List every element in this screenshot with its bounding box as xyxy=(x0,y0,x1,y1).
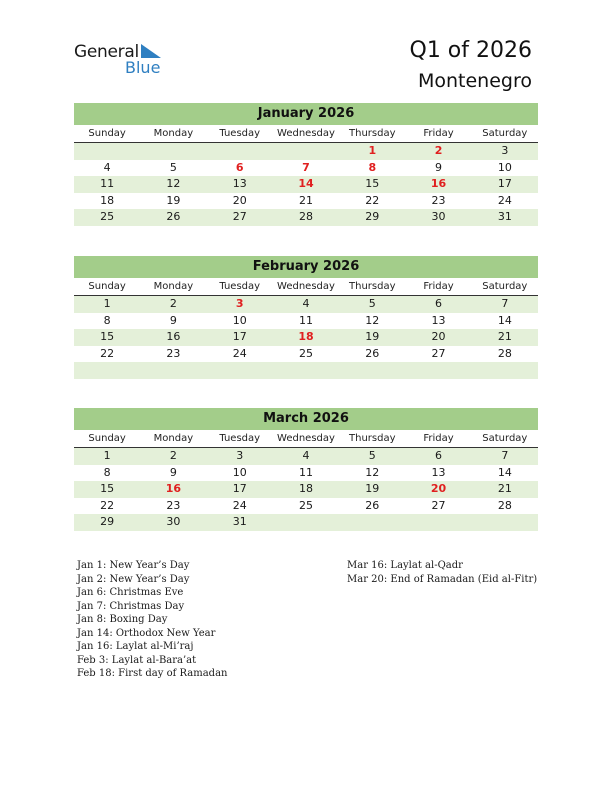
day-cell: 21 xyxy=(497,482,512,495)
day-cell xyxy=(405,514,471,531)
weekday-label: Thursday xyxy=(349,281,396,292)
day-cell: 12 xyxy=(365,313,380,327)
day-cell: 1 xyxy=(368,144,377,157)
day-cell: 7 xyxy=(501,449,509,462)
day-cell: 14 xyxy=(497,465,512,479)
day-cell: 3 xyxy=(236,449,244,462)
holiday-note: Feb 3: Laylat al-Bara’at xyxy=(77,654,197,666)
holiday-note: Jan 6: Christmas Eve xyxy=(77,587,184,598)
weekday-header-row xyxy=(74,278,538,296)
weekday-header-row xyxy=(74,125,538,143)
day-cell: 1 xyxy=(103,449,111,462)
weekday-label: Sunday xyxy=(88,128,126,139)
day-cell xyxy=(140,143,206,160)
weekday-label: Sunday xyxy=(88,281,126,292)
day-cell: 18 xyxy=(298,482,313,495)
logo-blue-text: Blue xyxy=(125,58,161,77)
day-cell: 16 xyxy=(430,177,447,190)
week-row xyxy=(74,193,538,210)
day-cell: 18 xyxy=(100,193,115,207)
weekday-label: Thursday xyxy=(349,433,396,444)
day-cell xyxy=(273,143,339,160)
day-cell: 19 xyxy=(365,330,380,343)
day-cell: 22 xyxy=(100,498,115,512)
holiday-note: Jan 14: Orthodox New Year xyxy=(77,627,216,639)
day-cell: 28 xyxy=(497,346,512,360)
day-cell: 27 xyxy=(232,210,247,223)
day-cell: 1 xyxy=(103,297,111,310)
day-cell: 7 xyxy=(302,160,310,174)
day-cell: 27 xyxy=(431,498,446,512)
weekday-label: Saturday xyxy=(482,433,528,444)
week-row xyxy=(74,346,538,363)
day-cell xyxy=(472,362,538,379)
day-cell: 16 xyxy=(166,330,181,343)
day-cell: 31 xyxy=(497,210,512,223)
day-cell: 2 xyxy=(434,144,443,157)
day-cell: 11 xyxy=(298,465,313,479)
week-row xyxy=(74,448,538,465)
day-cell xyxy=(207,362,273,379)
day-cell: 3 xyxy=(501,144,509,157)
day-cell: 20 xyxy=(430,482,447,495)
weekday-label: Monday xyxy=(153,128,194,139)
holiday-note: Jan 1: New Year’s Day xyxy=(77,560,190,571)
page-title: Q1 of 2026 xyxy=(409,38,532,63)
day-cell: 9 xyxy=(435,160,443,174)
week-row xyxy=(74,465,538,482)
day-cell: 8 xyxy=(103,465,111,479)
day-cell: 12 xyxy=(365,465,380,479)
weekday-label: Friday xyxy=(423,128,454,139)
day-cell xyxy=(140,362,206,379)
day-cell xyxy=(273,362,339,379)
day-cell: 19 xyxy=(166,193,181,207)
day-cell: 25 xyxy=(298,346,313,360)
day-cell: 26 xyxy=(365,498,380,512)
month-header: January 2026 xyxy=(74,103,538,125)
weekday-label: Tuesday xyxy=(219,128,261,139)
day-cell: 8 xyxy=(368,160,377,174)
day-cell: 28 xyxy=(497,498,512,512)
week-row xyxy=(74,176,538,193)
day-cell: 9 xyxy=(169,313,177,327)
holiday-note: Jan 2: New Year’s Day xyxy=(77,573,190,585)
week-row xyxy=(74,498,538,515)
month-header: March 2026 xyxy=(74,408,538,430)
day-cell: 5 xyxy=(169,160,177,174)
week-row xyxy=(74,329,538,346)
day-cell: 25 xyxy=(100,210,115,223)
day-cell xyxy=(74,143,140,160)
holiday-note: Jan 8: Boxing Day xyxy=(77,614,168,625)
day-cell: 17 xyxy=(497,177,512,190)
holiday-note: Feb 18: First day of Ramadan xyxy=(77,668,228,679)
day-cell: 16 xyxy=(165,482,182,495)
week-row xyxy=(74,160,538,177)
day-cell: 17 xyxy=(232,330,247,343)
day-cell: 5 xyxy=(368,449,376,462)
day-cell: 6 xyxy=(435,297,443,310)
day-cell: 6 xyxy=(235,160,244,174)
week-row xyxy=(74,313,538,330)
month-february xyxy=(74,256,538,379)
day-cell: 22 xyxy=(100,346,115,360)
week-row xyxy=(74,481,538,498)
day-cell: 22 xyxy=(365,193,380,207)
day-cell: 26 xyxy=(166,210,181,223)
day-cell: 14 xyxy=(497,313,512,327)
day-cell: 21 xyxy=(497,330,512,343)
day-cell: 28 xyxy=(298,210,313,223)
day-cell: 11 xyxy=(100,177,115,190)
weekday-label: Sunday xyxy=(88,433,126,444)
holiday-note: Mar 16: Laylat al-Qadr xyxy=(347,560,463,571)
day-cell: 23 xyxy=(166,498,181,512)
day-cell: 10 xyxy=(232,313,247,327)
day-cell: 20 xyxy=(431,330,446,343)
day-cell xyxy=(207,143,273,160)
day-cell: 29 xyxy=(100,515,115,528)
weekday-label: Saturday xyxy=(482,281,528,292)
weekday-label: Wednesday xyxy=(277,281,335,292)
day-cell xyxy=(74,362,140,379)
week-row xyxy=(74,143,538,160)
day-cell: 27 xyxy=(431,346,446,360)
weekday-label: Wednesday xyxy=(277,128,335,139)
day-cell: 13 xyxy=(431,465,446,479)
day-cell: 9 xyxy=(169,465,177,479)
day-cell: 11 xyxy=(298,313,313,327)
month-january xyxy=(74,103,538,226)
week-row xyxy=(74,209,538,226)
day-cell: 6 xyxy=(435,449,443,462)
day-cell: 4 xyxy=(103,160,111,174)
weekday-header-row xyxy=(74,430,538,448)
day-cell: 14 xyxy=(298,177,314,190)
weekday-label: Thursday xyxy=(349,128,396,139)
day-cell: 7 xyxy=(501,297,509,310)
weekday-label: Tuesday xyxy=(219,433,261,444)
day-cell: 26 xyxy=(365,346,380,360)
week-row xyxy=(74,362,538,379)
weekday-label: Tuesday xyxy=(219,281,261,292)
weekday-label: Monday xyxy=(153,433,194,444)
day-cell: 18 xyxy=(298,330,314,343)
day-cell: 13 xyxy=(431,313,446,327)
day-cell: 24 xyxy=(497,193,512,207)
weekday-label: Friday xyxy=(423,433,454,444)
day-cell: 4 xyxy=(302,449,310,462)
day-cell: 8 xyxy=(103,313,111,327)
holiday-list-right xyxy=(347,559,537,586)
day-cell xyxy=(405,362,471,379)
day-cell: 24 xyxy=(232,498,247,512)
day-cell: 20 xyxy=(232,193,247,207)
logo xyxy=(74,42,174,78)
weekday-label: Monday xyxy=(153,281,194,292)
day-cell: 13 xyxy=(232,177,247,190)
day-cell: 12 xyxy=(166,177,181,190)
day-cell: 17 xyxy=(232,482,247,495)
week-row xyxy=(74,514,538,531)
day-cell: 23 xyxy=(431,193,446,207)
day-cell: 2 xyxy=(169,449,177,462)
day-cell: 21 xyxy=(298,193,313,207)
logo-general-text: General xyxy=(74,42,139,62)
holiday-note: Jan 16: Laylat al-Mi’raj xyxy=(77,641,194,652)
day-cell: 19 xyxy=(365,482,380,495)
day-cell xyxy=(273,514,339,531)
day-cell: 15 xyxy=(100,330,115,343)
month-march xyxy=(74,408,538,531)
day-cell: 15 xyxy=(100,482,115,495)
week-row xyxy=(74,296,538,313)
day-cell: 29 xyxy=(365,210,380,223)
weekday-label: Friday xyxy=(423,281,454,292)
country-name: Montenegro xyxy=(417,70,532,92)
day-cell: 2 xyxy=(169,297,177,310)
weekday-label: Wednesday xyxy=(277,433,335,444)
day-cell: 23 xyxy=(166,346,181,360)
day-cell: 10 xyxy=(232,465,247,479)
day-cell: 10 xyxy=(497,160,512,174)
day-cell: 31 xyxy=(232,515,247,528)
day-cell: 3 xyxy=(235,297,244,310)
weekday-label: Saturday xyxy=(482,128,528,139)
day-cell: 15 xyxy=(365,177,380,190)
holiday-list-left xyxy=(77,559,227,681)
holiday-note: Mar 20: End of Ramadan (Eid al-Fitr) xyxy=(347,573,538,585)
day-cell xyxy=(339,514,405,531)
day-cell: 5 xyxy=(368,297,376,310)
day-cell: 30 xyxy=(166,515,181,528)
day-cell: 4 xyxy=(302,297,310,310)
day-cell: 30 xyxy=(431,210,446,223)
day-cell xyxy=(472,514,538,531)
day-cell: 25 xyxy=(298,498,313,512)
day-cell: 24 xyxy=(232,346,247,360)
holiday-note: Jan 7: Christmas Day xyxy=(77,600,185,612)
month-header: February 2026 xyxy=(74,256,538,278)
day-cell xyxy=(339,362,405,379)
